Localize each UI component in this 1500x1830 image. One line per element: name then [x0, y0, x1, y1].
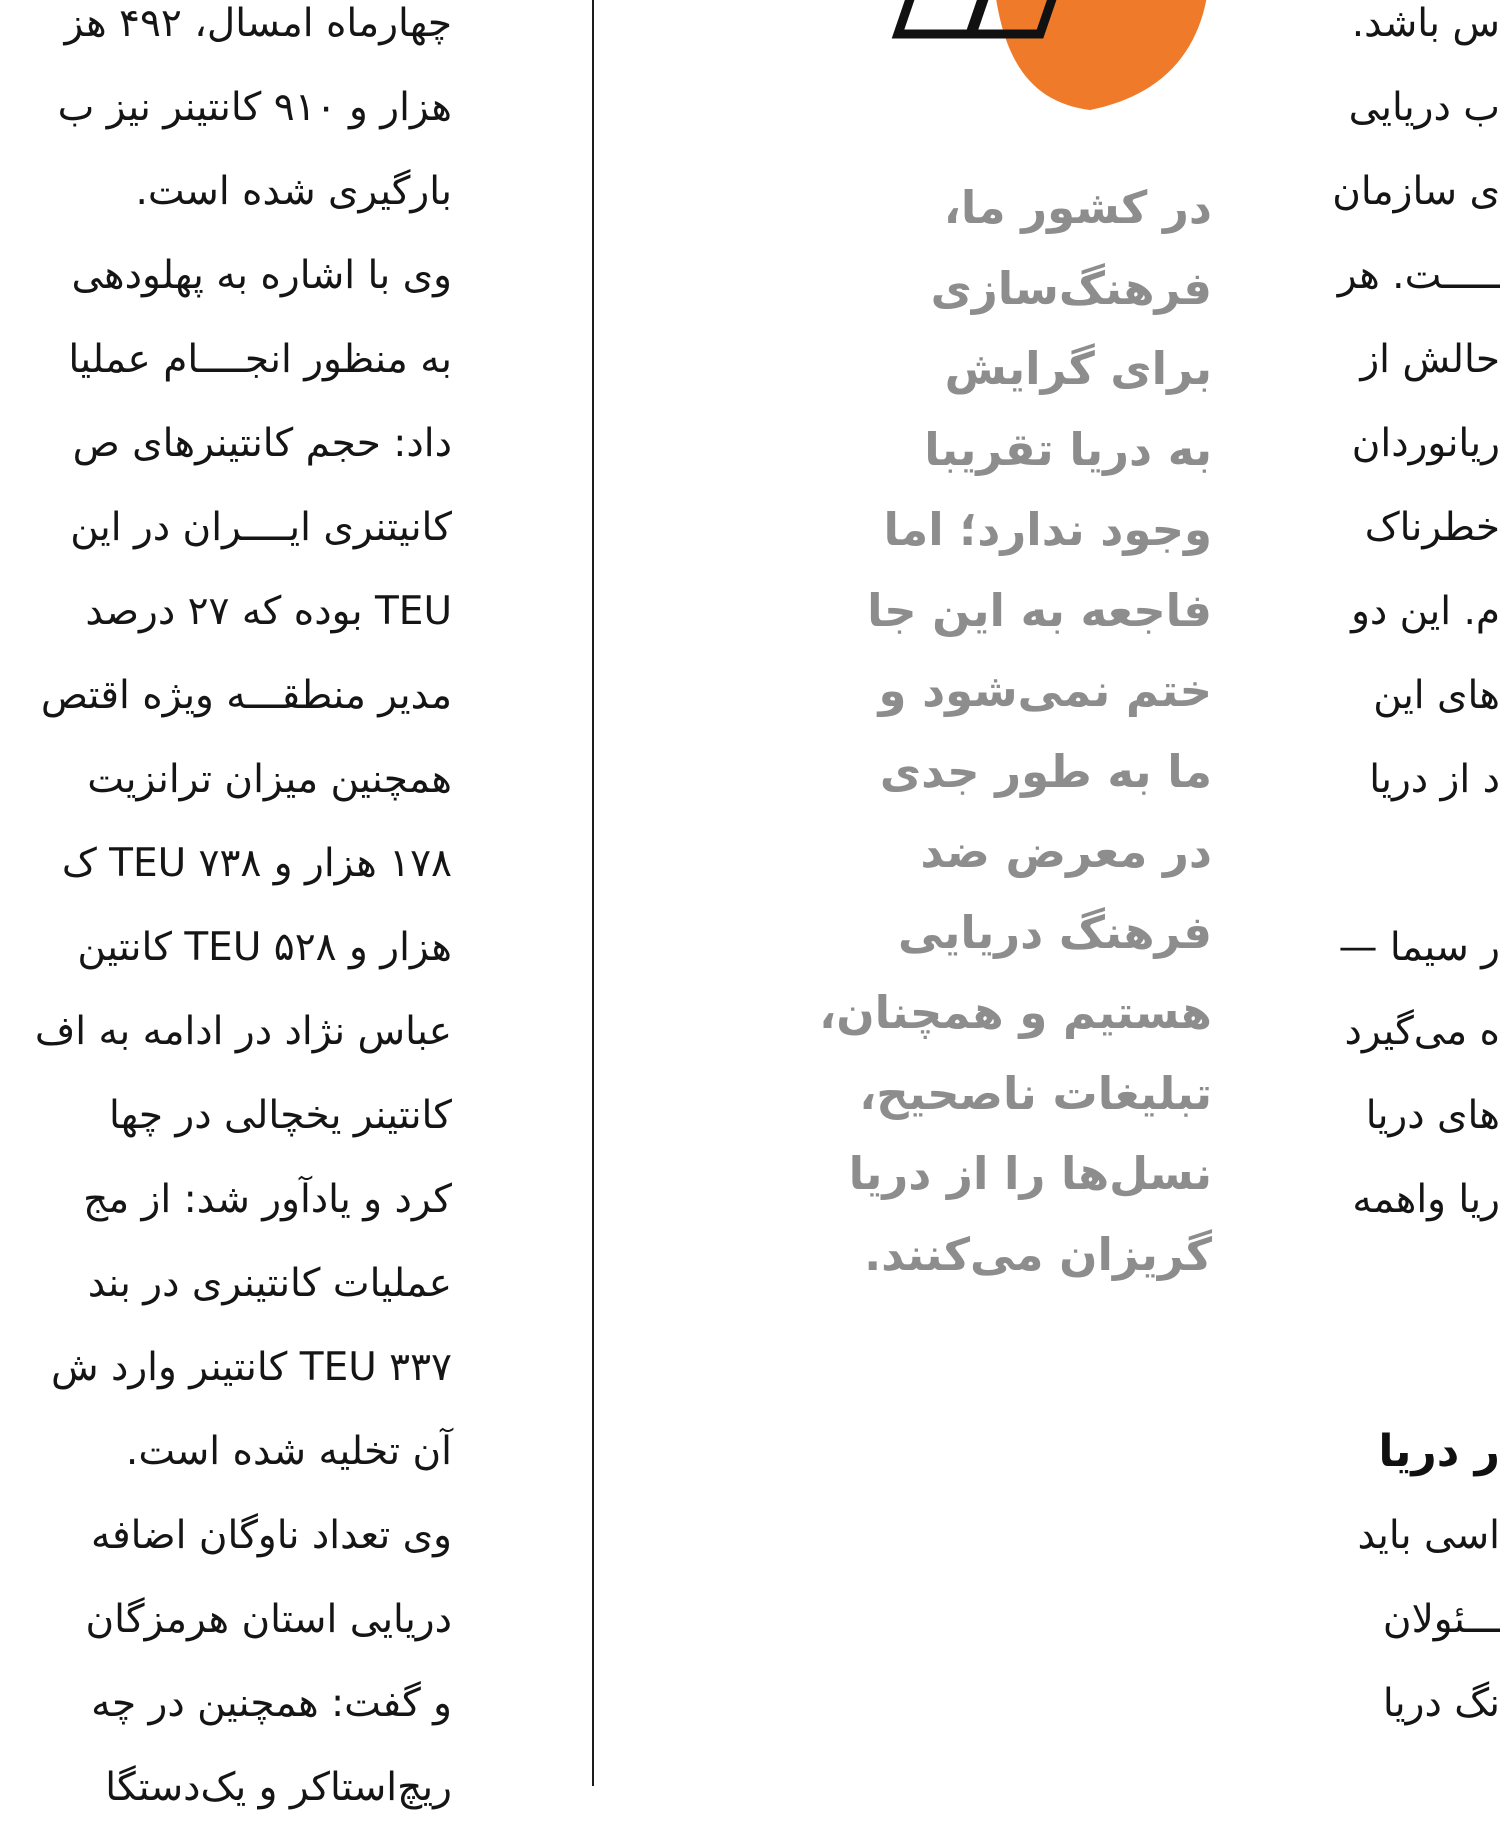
text-line: خطرناک	[1364, 505, 1500, 550]
text-line: ـــــت. هر	[1337, 253, 1500, 298]
text-line: ریا واهمه	[1352, 1177, 1500, 1222]
text-line: ه می‌گیرد	[1344, 1009, 1500, 1054]
text-line: م. این دو	[1351, 589, 1500, 634]
text-line: فاجعه به این جا	[867, 583, 1212, 637]
text-line: بارگیری شده است.	[135, 169, 452, 214]
text-line: به دریا تقریبا	[924, 422, 1212, 476]
text-line: س باشد.	[1351, 1, 1500, 46]
text-line: فرهنگ دریایی	[898, 905, 1212, 959]
orange-decorative-graphic	[880, 0, 1220, 120]
text-line: ـــئولان	[1382, 1597, 1500, 1642]
text-line: ر سیما —	[1338, 925, 1500, 970]
text-line: ۱۷۸ هزار و TEU ۷۳۸ ک	[61, 841, 452, 886]
text-line: هزار و TEU ۵۲۸ کانتین	[77, 925, 452, 970]
text-line: مدیر منطقـــه ویژه اقتص	[40, 673, 452, 718]
text-line: نسل‌ها را از دریا	[848, 1147, 1212, 1200]
text-line: و گفت: همچنین در چه	[91, 1681, 452, 1726]
left-article-column	[0, 0, 452, 1830]
text-line: برای گرایش	[944, 342, 1212, 395]
text-line: ریچ‌استاکر و یک‌دستگا	[105, 1765, 452, 1810]
text-line: دریایی استان هرمزگان	[85, 1597, 452, 1642]
text-line: گریزان می‌کنند.	[864, 1227, 1212, 1281]
text-line: وجود ندارد؛ اما	[883, 503, 1212, 556]
text-line: همچنین میزان ترانزیت	[87, 757, 452, 802]
text-line: هزار و ۹۱۰ کانتینر نیز ب	[57, 85, 452, 130]
text-line: های دریا	[1365, 1093, 1500, 1138]
text-line: ی سازمان	[1332, 169, 1500, 214]
text-line: کانتینر یخچالی در چها	[109, 1093, 452, 1138]
pull-quote	[780, 168, 1212, 1295]
text-line: حالش از	[1360, 337, 1500, 382]
text-line: تبلیغات ناصحیح،	[859, 1066, 1212, 1120]
section-subheading: ر دریا	[1378, 1426, 1500, 1477]
text-line: کرد و یادآور شد: از مج	[83, 1177, 452, 1222]
text-line: TEU بوده که ۲۷ درصد	[85, 589, 452, 634]
text-line: نگ دریا	[1382, 1681, 1500, 1726]
text-line: ما به طور جدی	[879, 744, 1212, 798]
text-line: در معرض ضد	[920, 825, 1212, 878]
text-line: کانیتنری ایــــران در این	[70, 505, 452, 550]
text-line: عملیات کانتینری در بند	[87, 1261, 452, 1306]
text-line: TEU ۳۳۷ کانتینر وارد ش	[50, 1345, 452, 1390]
text-line: فرهنگ‌سازی	[930, 261, 1212, 315]
paragraph-gap	[1290, 1326, 1500, 1410]
paragraph-gap	[1290, 1242, 1500, 1326]
text-line: به منظور انجــــام عملیا	[68, 337, 452, 382]
text-line: داد: حجم کانتینرهای ص	[72, 421, 452, 466]
text-line: های این	[1373, 673, 1500, 718]
text-line: چهارماه امسال، ۴۹۲ هز	[64, 1, 452, 46]
text-line: هستیم و همچنان،	[819, 986, 1212, 1039]
text-line: ریانوردان	[1351, 421, 1500, 466]
text-line: ب دریایی	[1348, 85, 1500, 130]
text-line: د از دریا	[1369, 757, 1500, 802]
text-line: وی تعداد ناوگان اضافه	[91, 1513, 452, 1558]
decorative-shape-icon	[880, 0, 1220, 120]
text-line: در کشور ما،	[943, 181, 1212, 234]
text-line: وی با اشاره به پهلودهی	[71, 253, 452, 298]
right-article-column	[1290, 0, 1500, 1746]
text-line: آن تخلیه شده است.	[125, 1429, 452, 1474]
text-line: عباس نژاد در ادامه به اف	[34, 1009, 452, 1054]
text-line: اسی باید	[1357, 1513, 1500, 1558]
text-line: ختم نمی‌شود و	[878, 664, 1212, 717]
paragraph-gap	[1290, 822, 1500, 906]
column-divider	[592, 0, 594, 1786]
